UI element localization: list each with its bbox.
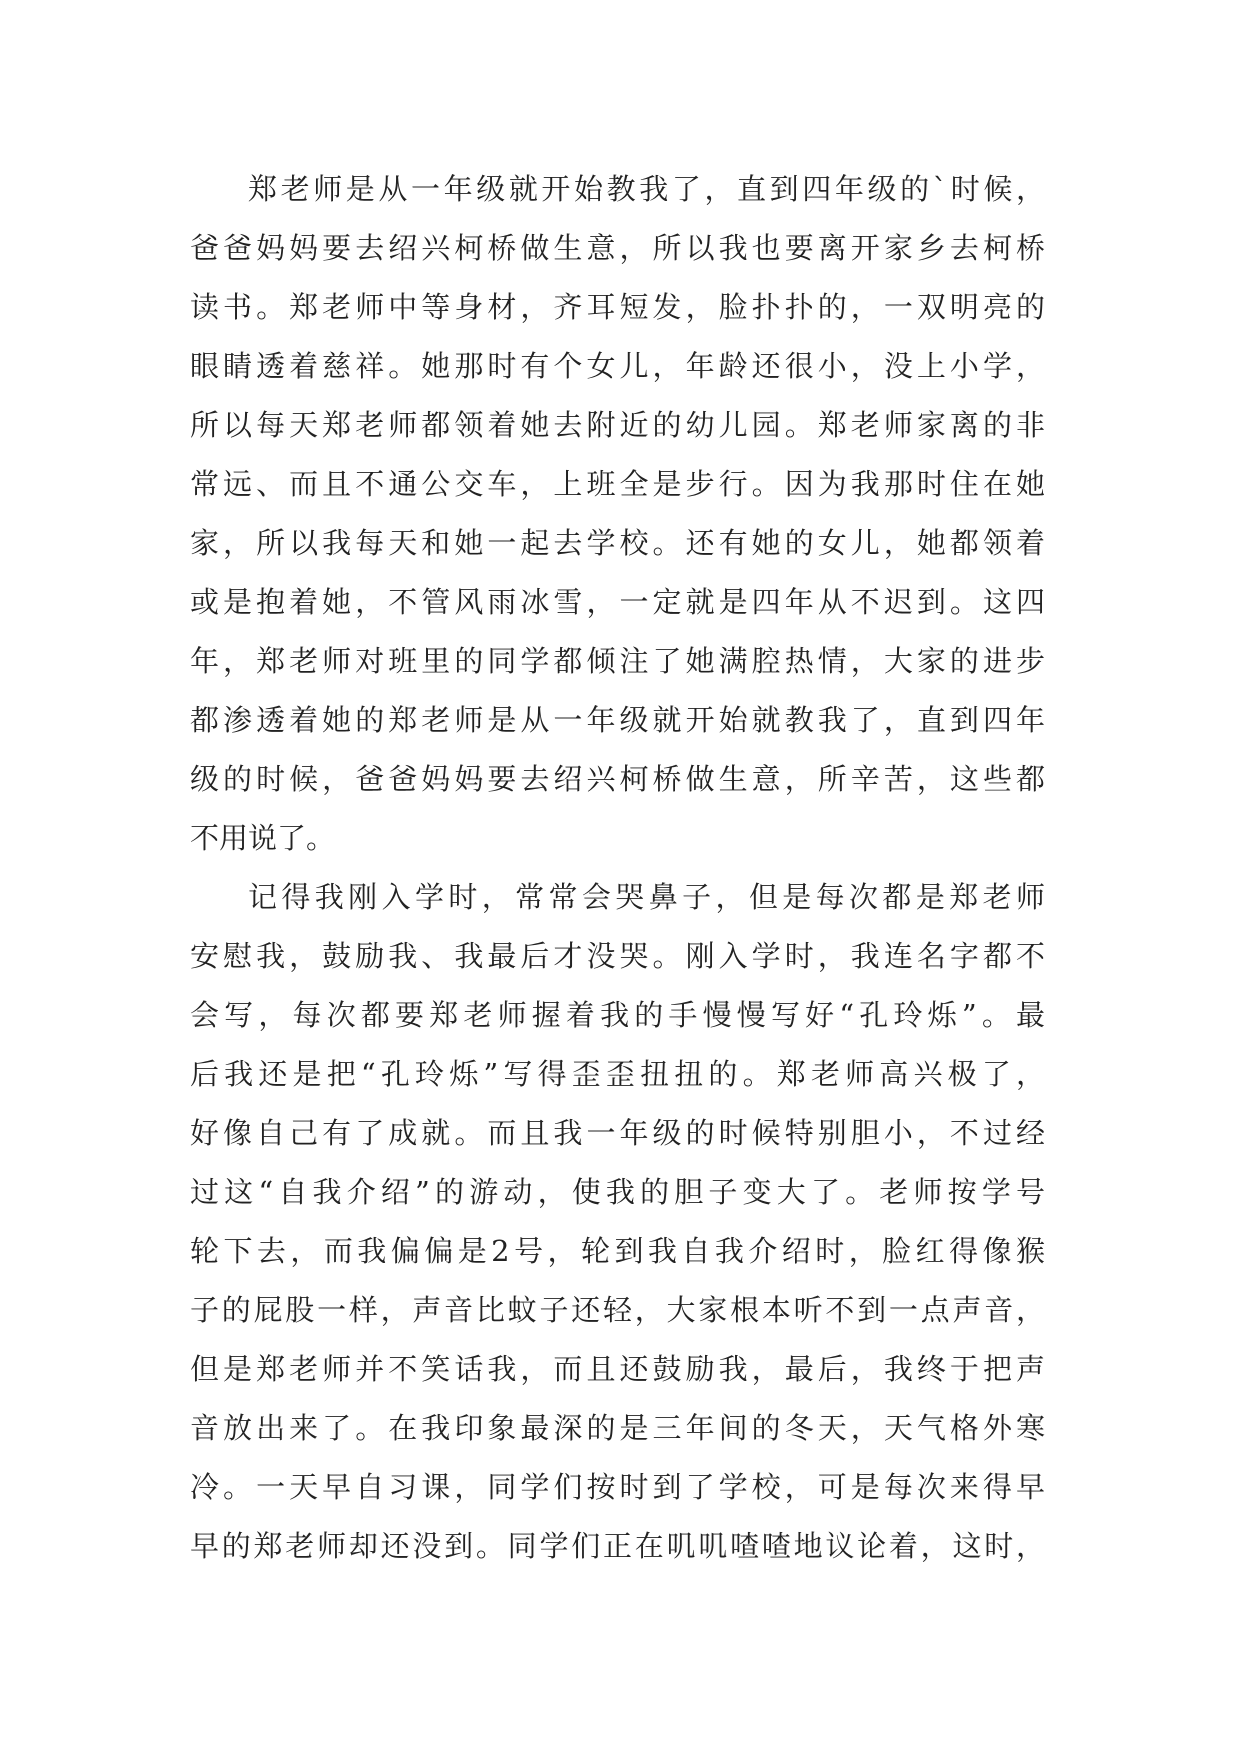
document-body xyxy=(190,160,1045,1576)
text-line: 常远、而且不通公交车，上班全是步行。因为我那时住在她 xyxy=(190,467,1045,501)
text-line: 家，所以我每天和她一起去学校。还有她的女儿，她都领着 xyxy=(190,526,1045,560)
text-line: 不用说了。 xyxy=(190,821,336,855)
text-line: 记得我刚入学时，常常会哭鼻子，但是每次都是郑老师 xyxy=(248,880,1045,914)
text-line: 冷。一天早自习课，同学们按时到了学校，可是每次来得早 xyxy=(190,1470,1045,1504)
text-line: 眼睛透着慈祥。她那时有个女儿，年龄还很小，没上小学， xyxy=(190,349,1045,383)
text-line: 子的屁股一样，声音比蚊子还轻，大家根本听不到一点声音， xyxy=(190,1293,1045,1327)
text-line: 过这“自我介绍”的游动，使我的胆子变大了。老师按学号 xyxy=(190,1175,1045,1209)
text-line: 音放出来了。在我印象最深的是三年间的冬天，天气格外寒 xyxy=(190,1411,1045,1445)
text-line: 轮下去，而我偏偏是2号，轮到我自我介绍时，脸红得像猴 xyxy=(190,1234,1045,1268)
text-line: 所以每天郑老师都领着她去附近的幼儿园。郑老师家离的非 xyxy=(190,408,1045,442)
text-line: 年，郑老师对班里的同学都倾注了她满腔热情，大家的进步 xyxy=(190,644,1045,678)
text-line: 安慰我，鼓励我、我最后才没哭。刚入学时，我连名字都不 xyxy=(190,939,1045,973)
text-line: 爸爸妈妈要去绍兴柯桥做生意，所以我也要离开家乡去柯桥 xyxy=(190,231,1045,265)
text-line: 后我还是把“孔玲烁”写得歪歪扭扭的。郑老师高兴极了， xyxy=(190,1057,1045,1091)
text-line: 读书。郑老师中等身材，齐耳短发，脸扑扑的，一双明亮的 xyxy=(190,290,1045,324)
text-line: 早的郑老师却还没到。同学们正在叽叽喳喳地议论着，这时， xyxy=(190,1529,1045,1563)
text-line: 会写，每次都要郑老师握着我的手慢慢写好“孔玲烁”。最 xyxy=(190,998,1045,1032)
text-line: 但是郑老师并不笑话我，而且还鼓励我，最后，我终于把声 xyxy=(190,1352,1045,1386)
text-line: 或是抱着她，不管风雨冰雪，一定就是四年从不迟到。这四 xyxy=(190,585,1045,619)
paragraph-2 xyxy=(190,868,1045,1576)
text-line: 都渗透着她的郑老师是从一年级就开始就教我了，直到四年 xyxy=(190,703,1045,737)
text-line: 级的时候，爸爸妈妈要去绍兴柯桥做生意，所辛苦，这些都 xyxy=(190,762,1045,796)
paragraph-1 xyxy=(190,160,1045,868)
text-line: 好像自己有了成就。而且我一年级的时候特别胆小，不过经 xyxy=(190,1116,1045,1150)
text-line: 郑老师是从一年级就开始教我了，直到四年级的`时候， xyxy=(248,172,1045,206)
